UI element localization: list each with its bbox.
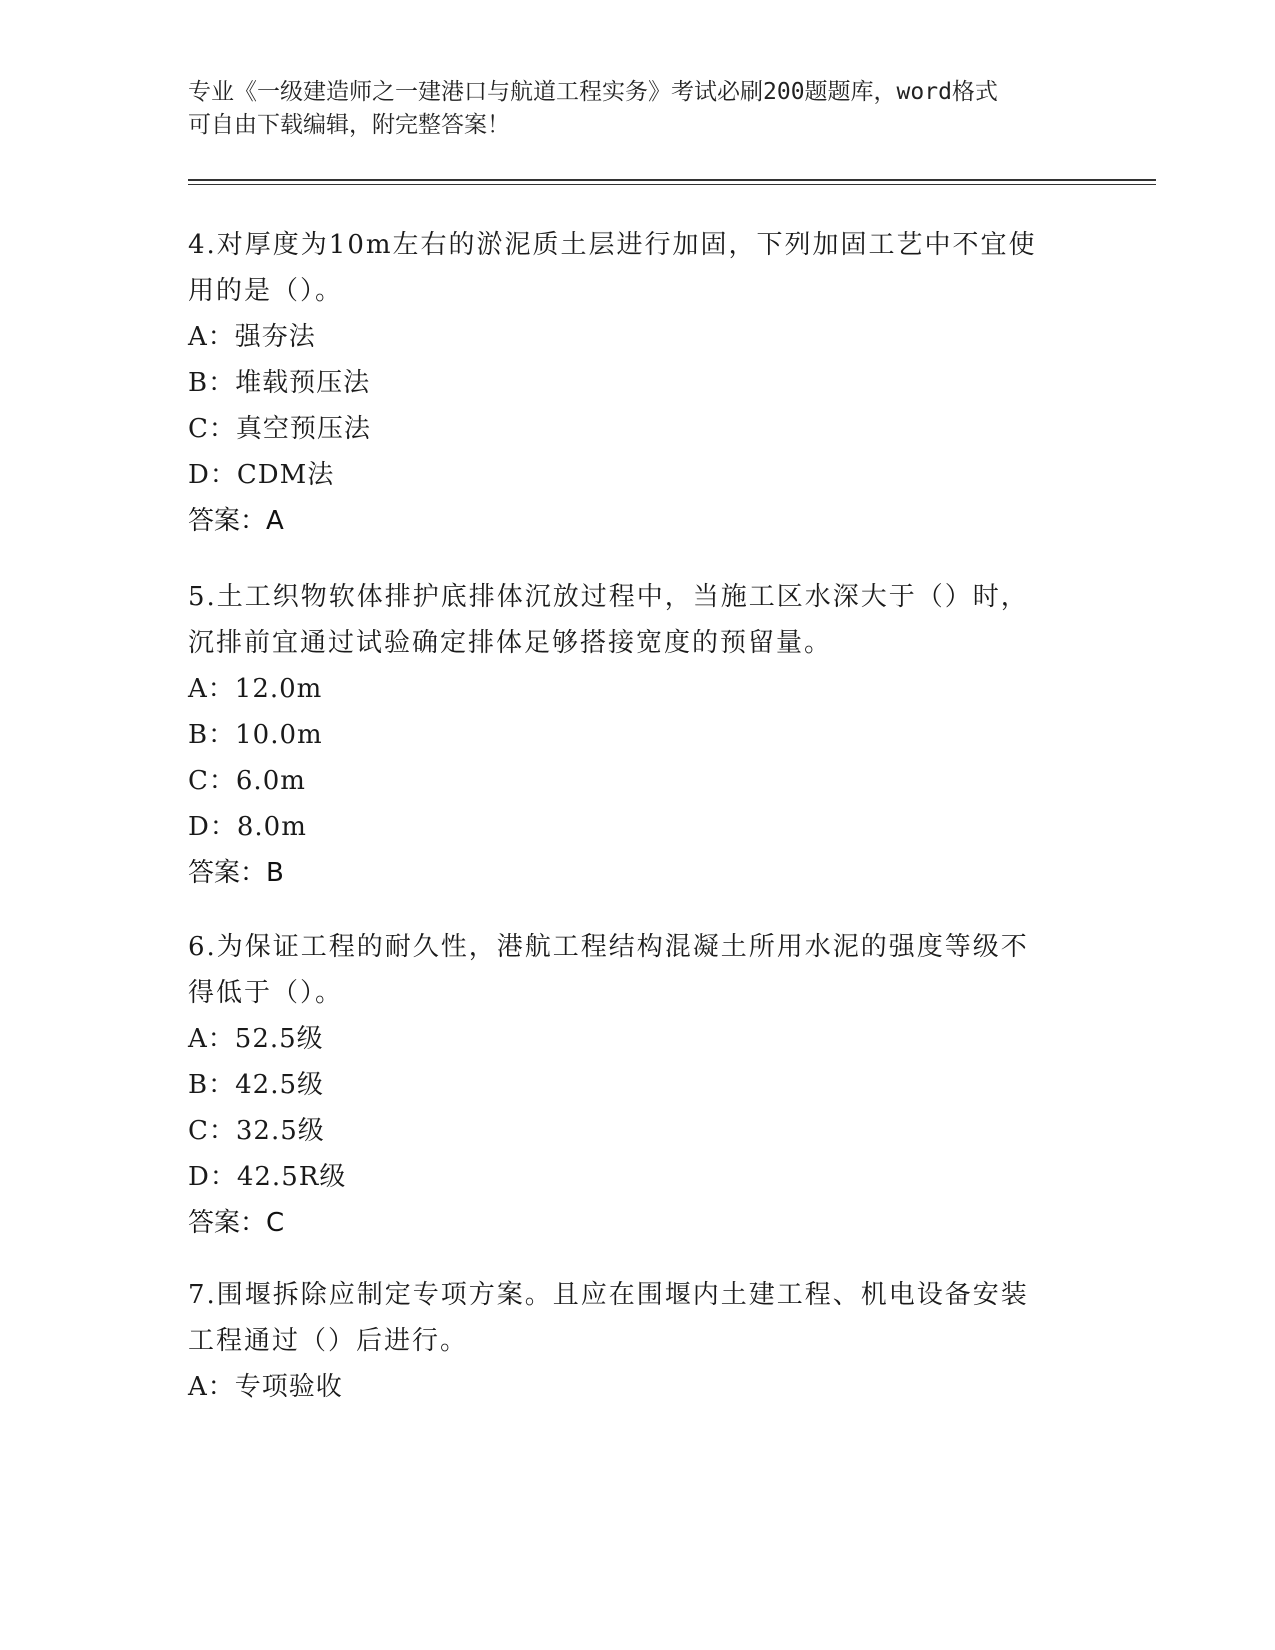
question-stem-line-2: 沉排前宜通过试验确定排体足够搭接宽度的预留量。 — [188, 628, 833, 658]
answer: 答案：B — [188, 858, 284, 888]
question-6 — [188, 924, 1088, 1246]
option-c: C：6.0m — [188, 766, 306, 796]
header-line-2: 可自由下载编辑，附完整答案！ — [188, 112, 510, 138]
option-a: A：12.0m — [188, 674, 323, 704]
question-stem-line-2: 工程通过（）后进行。 — [188, 1326, 469, 1356]
option-d: D：42.5R级 — [188, 1162, 347, 1192]
question-5 — [188, 574, 1088, 896]
option-a: A：强夯法 — [188, 322, 316, 352]
question-stem-line-2: 得低于（）。 — [188, 978, 344, 1008]
option-d: D：8.0m — [188, 812, 307, 842]
question-stem-line-1: 6.为保证工程的耐久性，港航工程结构混凝土所用水泥的强度等级不 — [188, 932, 1029, 962]
option-a: A：52.5级 — [188, 1024, 324, 1054]
option-c: C：真空预压法 — [188, 414, 371, 444]
document-header — [188, 76, 1088, 142]
header-divider-thin — [188, 184, 1156, 185]
question-4 — [188, 222, 1088, 544]
option-b: B：堆载预压法 — [188, 368, 371, 398]
option-b: B：42.5级 — [188, 1070, 324, 1100]
header-line-1: 专业《一级建造师之一建港口与航道工程实务》考试必刷200题题库，word格式 — [188, 79, 998, 105]
question-7 — [188, 1272, 1088, 1410]
option-d: D：CDM法 — [188, 460, 335, 490]
option-a: A：专项验收 — [188, 1372, 343, 1402]
question-stem-line-1: 4.对厚度为10m左右的淤泥质土层进行加固，下列加固工艺中不宜使 — [188, 230, 1037, 260]
header-divider-thick — [188, 179, 1156, 181]
answer: 答案：A — [188, 506, 284, 536]
option-c: C：32.5级 — [188, 1116, 325, 1146]
answer: 答案：C — [188, 1208, 285, 1238]
question-stem-line-1: 7.围堰拆除应制定专项方案。且应在围堰内土建工程、机电设备安装 — [188, 1280, 1029, 1310]
question-stem-line-2: 用的是（）。 — [188, 276, 344, 306]
option-b: B：10.0m — [188, 720, 323, 750]
question-stem-line-1: 5.土工织物软体排护底排体沉放过程中，当施工区水深大于（）时， — [188, 582, 1029, 612]
